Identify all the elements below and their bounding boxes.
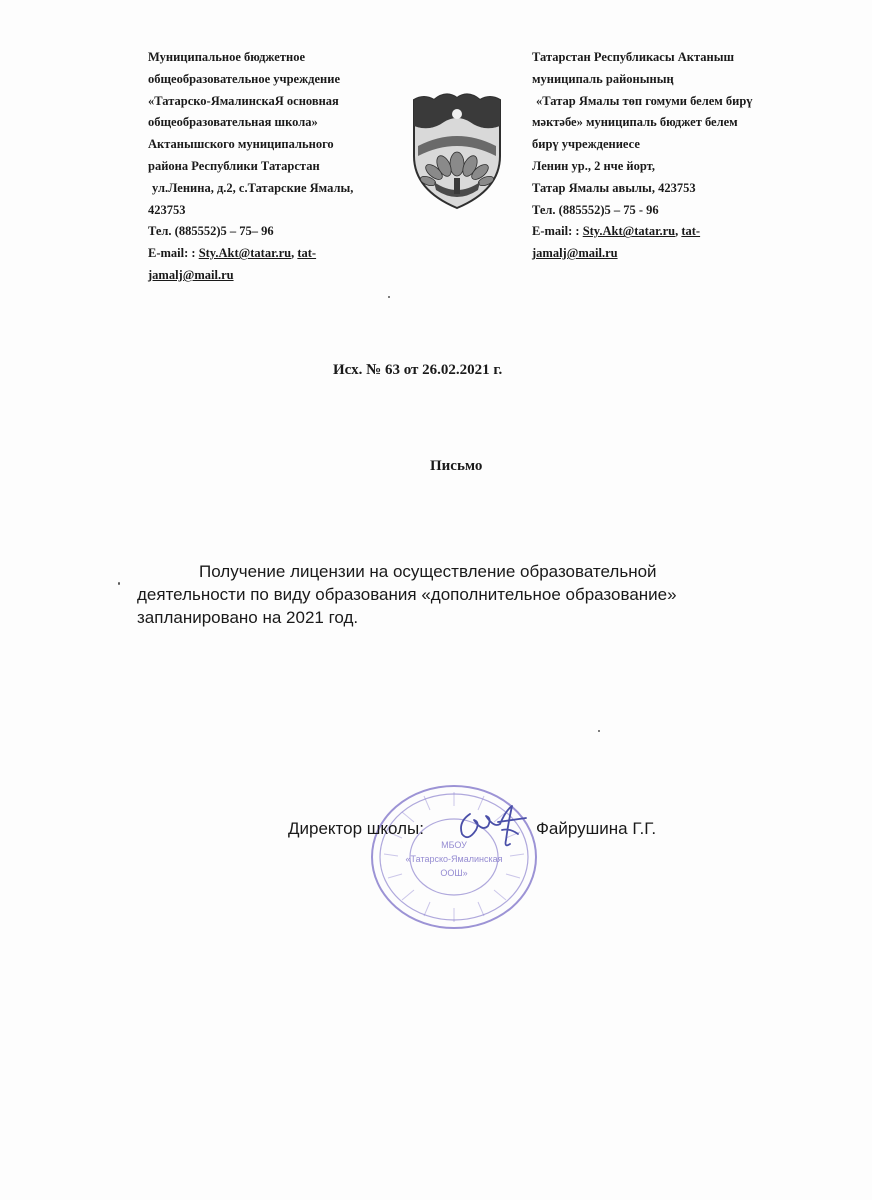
email-label: E-mail: : [148, 246, 199, 261]
header-right-line: «Татар Ямалы төп гомуми белем бирү [536, 93, 753, 108]
header-left-email-line [148, 243, 398, 265]
signature-role: Директор школы: [288, 819, 424, 838]
header-left-line: общеобразовательное учреждение [148, 71, 340, 86]
coat-of-arms-icon [404, 86, 510, 212]
header-left-line: Муниципальное бюджетное [148, 50, 306, 64]
email-link-2-start[interactable]: tat- [681, 224, 701, 239]
header-right-email-line [532, 221, 832, 243]
email-separator: , [675, 224, 682, 239]
email-separator: , [291, 246, 298, 261]
body-line: Получение лицензии на осуществление образовательной [199, 562, 657, 581]
header-right-line: муниципаль районының [532, 71, 674, 86]
header-right-block [532, 47, 832, 265]
header-right-line: Тел. (885552)5 – 75 - 96 [532, 202, 659, 217]
email-link-2-start[interactable]: tat- [297, 246, 317, 261]
stamp-text-line: «Татарско-Ямалинская [405, 854, 503, 864]
email-link-1[interactable]: Sty.Akt@tatar.ru [198, 246, 292, 261]
header-right-line: Ленин ур., 2 нче йорт, [532, 158, 655, 173]
header-right-line: бирү учреждениесе [532, 137, 640, 152]
header-left-line: 423753 [148, 202, 186, 217]
body-line: запланировано на 2021 год. [137, 608, 359, 627]
header-left-line: «Татарско-ЯмалинскаЯ основная [148, 93, 339, 108]
handwritten-signature-icon [452, 800, 532, 852]
header-right-line: Татар Ямалы авылы, 423753 [532, 180, 696, 195]
header-right-line: Татарстан Республикасы Актаныш [532, 50, 735, 64]
header-left-line: ул.Ленина, д.2, с.Татарские Ямалы, [152, 180, 354, 195]
header-right-line: мәктәбе» муниципаль бюджет белем [532, 115, 738, 130]
email-link-1[interactable]: Sty.Akt@tatar.ru [582, 224, 676, 239]
header-left-block [148, 47, 398, 287]
outgoing-number: Исх. № 63 от 26.02.2021 г. [333, 362, 503, 378]
header-left-line: общеобразовательная школа» [148, 115, 318, 130]
scan-speck [388, 296, 390, 298]
email-label: E-mail: : [532, 224, 583, 239]
signer-name: Файрушина Г.Г. [536, 819, 657, 838]
document-title: Письмо [430, 458, 483, 474]
body-line: деятельности по виду образования «дополнительное образование» [137, 585, 677, 604]
stamp-text-line: ООШ» [440, 868, 468, 878]
header-left-line: Тел. (885552)5 – 75– 96 [148, 224, 274, 239]
stamp-text-line: МБОУ [441, 840, 467, 850]
scan-speck [598, 730, 600, 732]
scan-speck [118, 582, 120, 585]
header-left-line: Актанышского муниципального [148, 137, 334, 152]
header-left-line: района Республики Татарстан [148, 158, 320, 173]
email-link-2-end[interactable]: jamalj@mail.ru [532, 246, 618, 261]
email-link-2-end[interactable]: jamalj@mail.ru [148, 267, 234, 282]
letter-body [137, 560, 737, 629]
